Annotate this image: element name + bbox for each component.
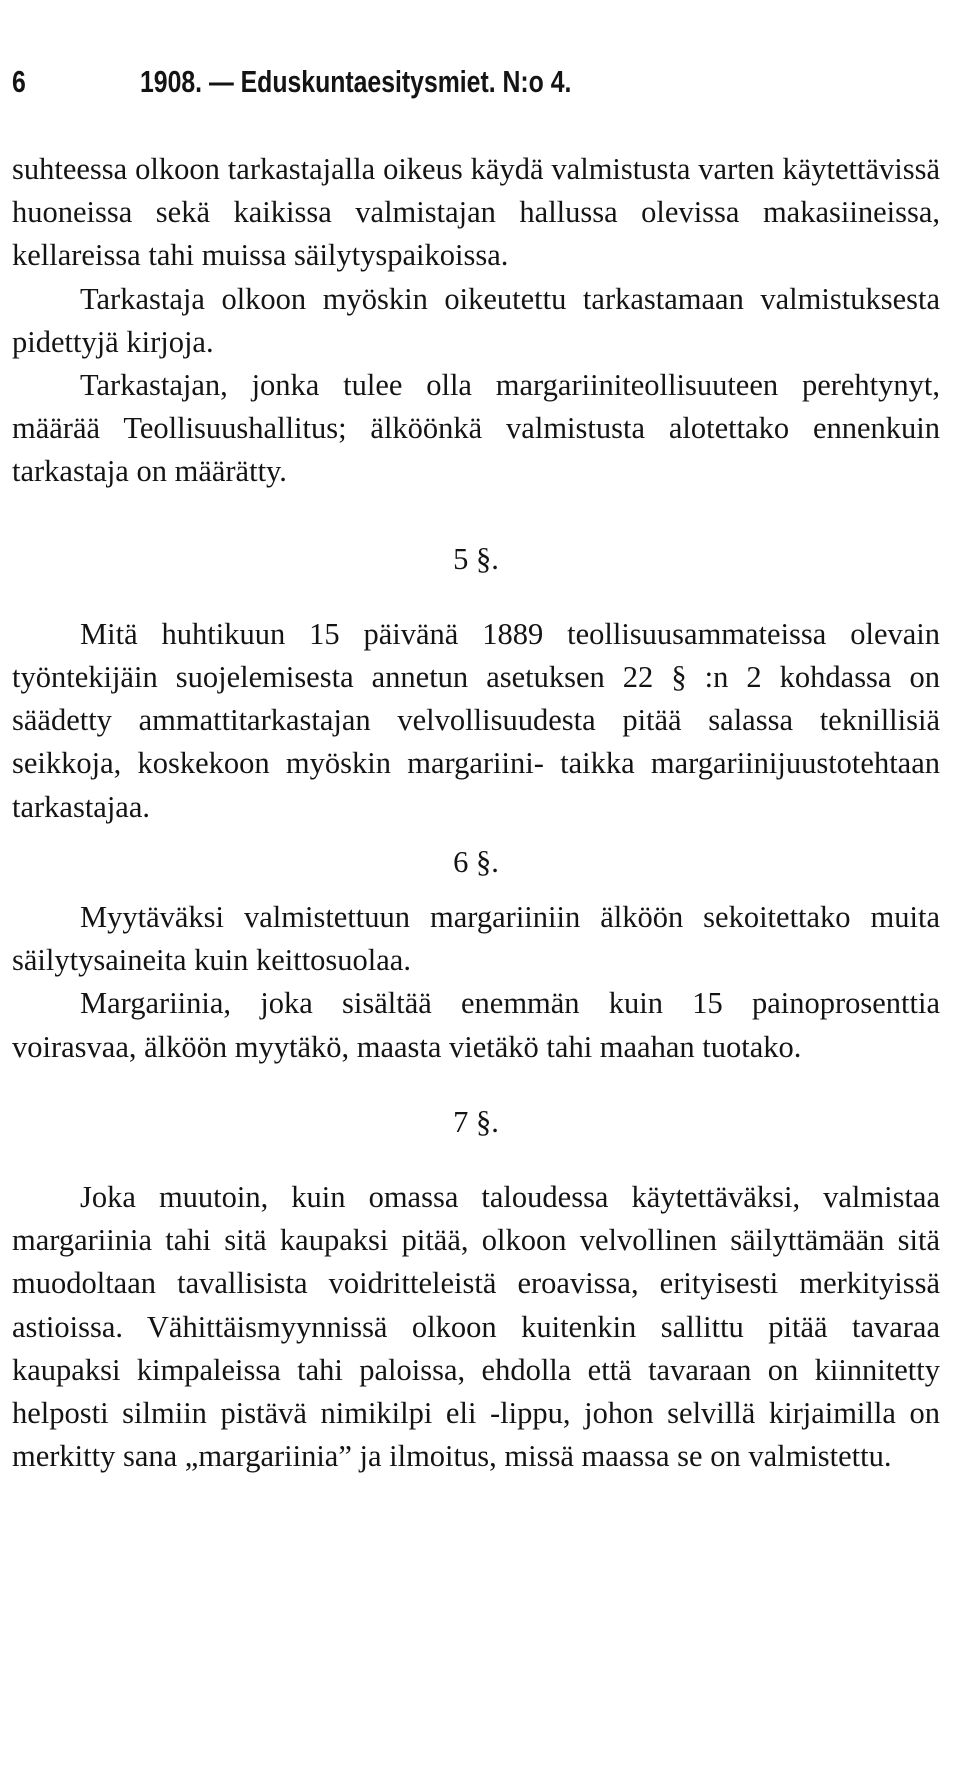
paragraph-inspector-appointment: Tarkastajan, jonka tulee olla margariiniteollisuuteen perehtynyt, määrää Teollisuushallitus; älköönkä valmistusta alotettako ennenkuin tarkastaja on määrätty.: [12, 368, 940, 489]
paragraph-inspection-records: Tarkastaja olkoon myöskin oikeutettu tarkastamaan valmistuksesta pidettyjä kirjoja.: [12, 281, 940, 359]
page-header: [12, 60, 756, 104]
section-heading-5: 5 §.: [453, 541, 499, 576]
paragraph-section-5-confidentiality: Mitä huhtikuun 15 päivänä 1889 teollisuusammateissa olevain työntekijäin suojelemisesta annetun asetuksen 22 § :n 2 kohdassa on säädetty ammattitarkastajan velvollisuudesta pitää salassa teknillisiä seikkoja, koskekoon myöskin margariini- taikka margariinijuustotehtaan tarkastajaa.: [12, 616, 940, 824]
spacer: [12, 1144, 940, 1176]
page-number: 6: [12, 64, 26, 99]
spacer: [12, 884, 940, 896]
section-heading-7: 7 §.: [453, 1104, 499, 1139]
paragraph-section-7-packaging: Joka muutoin, kuin omassa taloudessa käytettäväksi, valmistaa margariinia tahi sitä kaupaksi pitää, olkoon velvollinen säilyttämään sitä muodoltaan tavallisista voidritteleistä eroavissa, erityisesti merkityissä astioissa. Vähittäismyynnissä olkoon kuitenkin sallittu pitää tavaraa kaupaksi kimpaleissa tahi paloissa, ehdolla että tavaraan on kiinnitetty helposti silmiin pistävä nimikilpi eli -lippu, johon selvillä kirjaimilla on merkitty sana „margariinia” ja ilmoitus, missä maassa se on valmistettu.: [12, 1180, 940, 1474]
paragraph-continuation: suhteessa olkoon tarkastajalla oikeus käydä valmistusta varten käytettävissä huoneissa sekä kaikissa valmistajan hallussa olevissa makasiineissa, kellareissa tahi muissa säilytyspaikoissa.: [12, 152, 940, 273]
paragraph-section-6-butterfat: Margariinia, joka sisältää enemmän kuin 15 painoprosenttia voirasvaa, älköön myytäkö, maasta vietäkö tahi maahan tuotako.: [12, 986, 940, 1064]
body-text: [12, 148, 940, 1478]
spacer: [12, 829, 940, 841]
paragraph-section-6-preservatives: Myytäväksi valmistettuun margariiniin älköön sekoitettako muita säilytysaineita kuin keittosuolaa.: [12, 900, 940, 978]
spacer: [12, 1069, 940, 1101]
spacer: [12, 494, 940, 538]
spacer: [12, 581, 940, 613]
running-title: 1908. — Eduskuntaesitysmiet. N:o 4.: [140, 64, 572, 99]
section-heading-6: 6 §.: [453, 844, 499, 879]
